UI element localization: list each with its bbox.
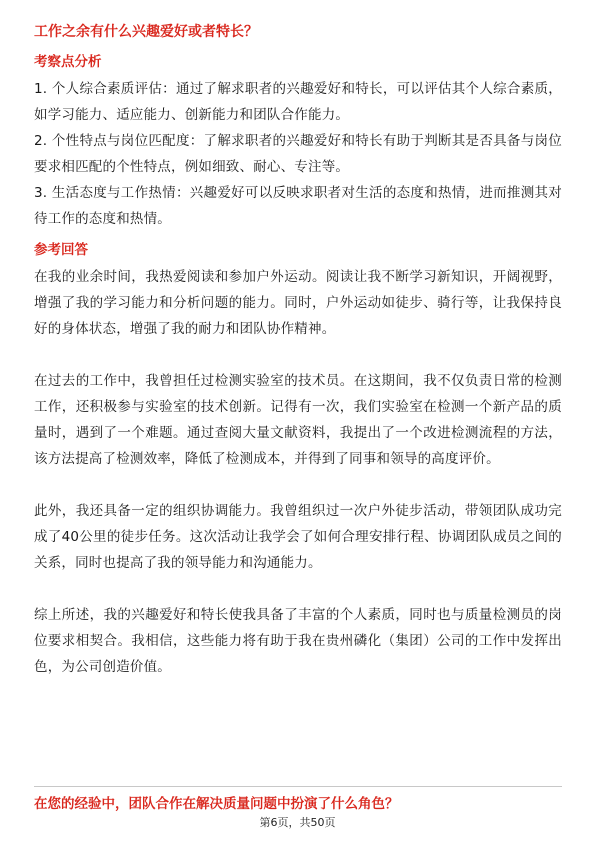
analysis-item-2: 2. 个性特点与岗位匹配度：了解求职者的兴趣爱好和特长有助于判断其是否具备与岗位要求相匹配的个性特点，例如细致、耐心、专注等。 xyxy=(34,133,562,175)
document-page xyxy=(34,22,562,680)
analysis-item-1: 1. 个人综合素质评估：通过了解求职者的兴趣爱好和特长，可以评估其个人综合素质，如学习能力、适应能力、创新能力和团队合作能力。 xyxy=(34,81,562,123)
next-question-title: 在您的经验中，团队合作在解决质量问题中扮演了什么角色？ xyxy=(34,796,399,812)
answer-label: 参考回答 xyxy=(34,242,88,258)
section-divider xyxy=(34,786,562,787)
analysis-section xyxy=(34,52,562,232)
answer-paragraph-2: 在过去的工作中，我曾担任过检测实验室的技术员。在这期间，我不仅负责日常的检测工作，还积极参与实验室的技术创新。记得有一次，我们实验室在检测一个新产品的质量时，遇到了一个难题。通过查阅大量文献资料，我提出了一个改进检测流程的方法，该方法提高了检测效率，降低了检测成本，并得到了同事和领导的高度评价。 xyxy=(34,373,562,467)
analysis-label: 考察点分析 xyxy=(34,54,102,70)
page-footer: 第6页，共50页 xyxy=(259,816,336,829)
answer-paragraph-4: 综上所述，我的兴趣爱好和特长使我具备了丰富的个人素质，同时也与质量检测员的岗位要求相契合。我相信，这些能力将有助于我在贵州磷化（集团）公司的工作中发挥出色，为公司创造价值。 xyxy=(34,607,562,675)
answer-paragraph-3: 此外，我还具备一定的组织协调能力。我曾组织过一次户外徒步活动，带领团队成功完成了40公里的徒步任务。这次活动让我学会了如何合理安排行程、协调团队成员之间的关系，同时也提高了我的领导能力和沟通能力。 xyxy=(34,503,562,571)
answer-section xyxy=(34,240,562,680)
answer-paragraph-1: 在我的业余时间，我热爱阅读和参加户外运动。阅读让我不断学习新知识，开阔视野，增强了我的学习能力和分析问题的能力。同时，户外运动如徒步、骑行等，让我保持良好的身体状态，增强了我的耐力和团队协作精神。 xyxy=(34,269,562,337)
analysis-item-3: 3. 生活态度与工作热情：兴趣爱好可以反映求职者对生活的态度和热情，进而推测其对待工作的态度和热情。 xyxy=(34,185,562,227)
question-title: 工作之余有什么兴趣爱好或者特长？ xyxy=(34,24,258,40)
